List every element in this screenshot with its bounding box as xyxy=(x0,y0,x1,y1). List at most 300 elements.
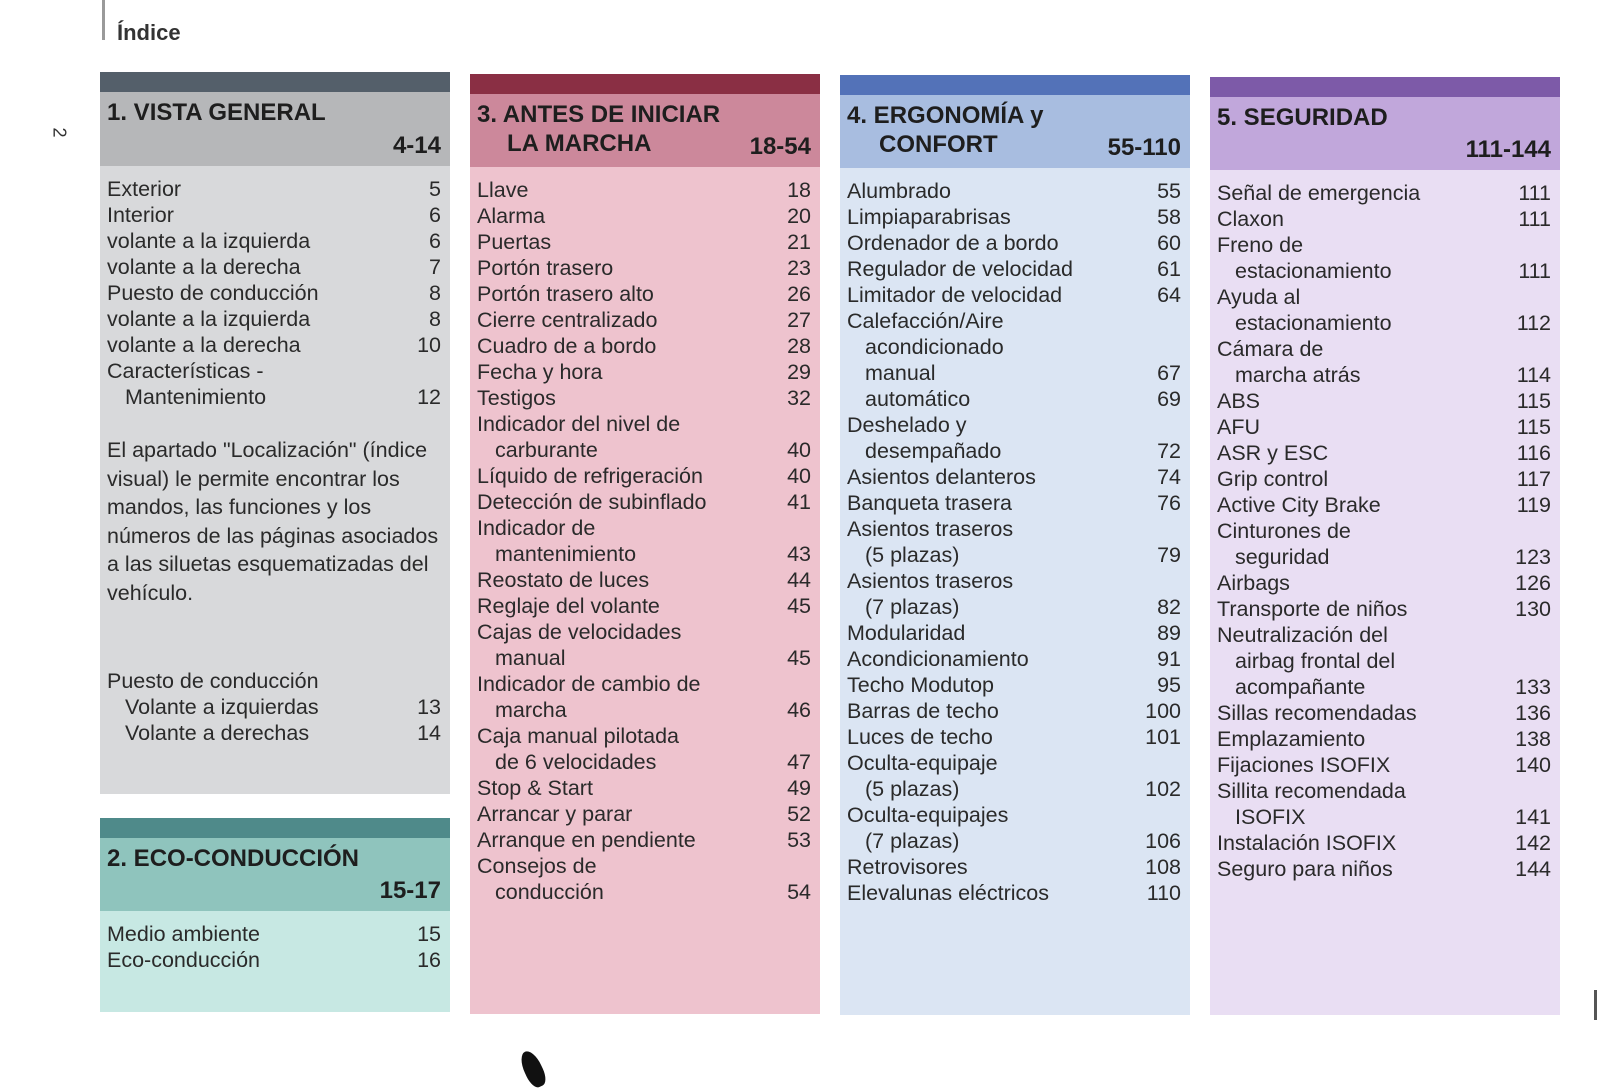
entry-label: Calefacción/Aire xyxy=(847,309,1004,333)
index-entry xyxy=(847,360,1181,386)
entry-page: 111 xyxy=(1518,181,1551,205)
entry-label: ABS xyxy=(1217,389,1261,413)
entry-label: seguridad xyxy=(1235,545,1330,569)
entry-page: 82 xyxy=(1157,595,1181,619)
entry-page: 32 xyxy=(787,386,811,410)
entry-label: Volante a derechas xyxy=(125,721,310,745)
index-entry xyxy=(477,853,811,879)
section-header xyxy=(470,94,820,167)
entry-label: Exterior xyxy=(107,177,182,201)
index-entry xyxy=(477,281,811,307)
entry-list xyxy=(1217,180,1551,882)
index-entry xyxy=(107,176,441,202)
entry-page: 55 xyxy=(1157,179,1181,203)
entry-page: 23 xyxy=(787,256,811,280)
entry-label: estacionamiento xyxy=(1235,311,1392,335)
section-stripe xyxy=(100,72,450,92)
index-entry xyxy=(1217,544,1551,570)
index-entry xyxy=(847,464,1181,490)
entry-label: Indicador del nivel de xyxy=(477,412,681,436)
index-entry xyxy=(1217,440,1551,466)
entry-label: Limitador de velocidad xyxy=(847,283,1063,307)
index-entry xyxy=(107,358,441,384)
index-entry xyxy=(1217,466,1551,492)
entry-label: Asientos delanteros xyxy=(847,465,1036,489)
entry-page: 100 xyxy=(1145,699,1181,723)
entry-label: de 6 velocidades xyxy=(495,750,657,774)
entry-label: Emplazamiento xyxy=(1217,727,1366,751)
section-stripe xyxy=(100,818,450,838)
index-entry xyxy=(847,750,1181,776)
entry-page: 115 xyxy=(1516,415,1551,439)
entry-page: 5 xyxy=(429,177,441,201)
index-entry xyxy=(1217,622,1551,648)
entry-page: 106 xyxy=(1145,829,1181,853)
entry-page: 141 xyxy=(1515,805,1551,829)
entry-page: 15 xyxy=(417,922,441,946)
index-entry xyxy=(847,308,1181,334)
section-header xyxy=(100,838,450,911)
section-stripe xyxy=(470,74,820,94)
entry-label: Puesto de conducción xyxy=(107,281,319,305)
index-entry xyxy=(477,437,811,463)
index-entry xyxy=(107,384,441,410)
entry-page: 10 xyxy=(417,333,441,357)
index-entry xyxy=(1217,310,1551,336)
entry-page: 140 xyxy=(1515,753,1551,777)
entry-label: Alumbrado xyxy=(847,179,951,203)
entry-label: Fijaciones ISOFIX xyxy=(1217,753,1391,777)
index-entry xyxy=(1217,414,1551,440)
entry-page: 26 xyxy=(787,282,811,306)
entry-label: Mantenimiento xyxy=(125,385,267,409)
section-body xyxy=(100,166,450,794)
entry-page: 101 xyxy=(1145,725,1181,749)
index-entry xyxy=(1217,388,1551,414)
entry-label: Claxon xyxy=(1217,207,1284,231)
entry-page: 95 xyxy=(1157,673,1181,697)
index-entry xyxy=(847,880,1181,906)
entry-label: Seguro para niños xyxy=(1217,857,1393,881)
entry-label: Airbags xyxy=(1217,571,1290,595)
entry-label: Llave xyxy=(477,178,529,202)
index-entry xyxy=(1217,232,1551,258)
index-entry xyxy=(847,568,1181,594)
entry-label: airbag frontal del xyxy=(1235,649,1396,673)
index-entry xyxy=(1217,596,1551,622)
entry-page: 41 xyxy=(787,490,811,514)
index-entry xyxy=(1217,258,1551,284)
index-entry xyxy=(847,334,1181,360)
section-page-range: 15-17 xyxy=(379,877,441,904)
entry-label: Alarma xyxy=(477,204,546,228)
index-entry xyxy=(847,204,1181,230)
entry-label: Portón trasero alto xyxy=(477,282,654,306)
scan-blot xyxy=(517,1048,549,1090)
entry-label: Puertas xyxy=(477,230,552,254)
entry-page: 60 xyxy=(1157,231,1181,255)
index-entry xyxy=(477,801,811,827)
index-entry xyxy=(847,386,1181,412)
entry-page: 21 xyxy=(787,230,811,254)
entry-label: manual xyxy=(865,361,936,385)
section-header xyxy=(100,92,450,166)
entry-page: 45 xyxy=(787,594,811,618)
entry-label: volante a la izquierda xyxy=(107,307,311,331)
entry-label: marcha atrás xyxy=(1235,363,1361,387)
entry-page: 6 xyxy=(429,229,441,253)
entry-page: 58 xyxy=(1157,205,1181,229)
entry-page: 72 xyxy=(1157,439,1181,463)
entry-page: 144 xyxy=(1515,857,1551,881)
index-entry xyxy=(1217,700,1551,726)
index-entry xyxy=(477,619,811,645)
entry-label: Acondicionamiento xyxy=(847,647,1029,671)
entry-label: Techo Modutop xyxy=(847,673,995,697)
entry-label: acondicionado xyxy=(865,335,1004,359)
entry-list xyxy=(477,177,811,905)
index-entry xyxy=(1217,856,1551,882)
index-entry xyxy=(1217,674,1551,700)
entry-label: Oculta-equipaje xyxy=(847,751,998,775)
entry-label: Barras de techo xyxy=(847,699,999,723)
index-entry xyxy=(477,203,811,229)
index-entry xyxy=(107,254,441,280)
index-entry xyxy=(847,230,1181,256)
section-header xyxy=(840,95,1190,168)
index-entry xyxy=(477,879,811,905)
index-entry xyxy=(1217,648,1551,674)
entry-label: Líquido de refrigeración xyxy=(477,464,703,488)
entry-label: Volante a izquierdas xyxy=(125,695,319,719)
entry-label: Asientos traseros xyxy=(847,517,1014,541)
index-entry xyxy=(847,178,1181,204)
entry-label: Elevalunas eléctricos xyxy=(847,881,1049,905)
section-title: 2. ECO-CONDUCCIÓN xyxy=(107,845,360,872)
entry-page: 76 xyxy=(1157,491,1181,515)
index-entry xyxy=(477,697,811,723)
entry-page: 79 xyxy=(1157,543,1181,567)
entry-page: 29 xyxy=(787,360,811,384)
index-entry xyxy=(847,672,1181,698)
entry-page: 126 xyxy=(1515,571,1551,595)
entry-page: 40 xyxy=(787,438,811,462)
section-page-range: 18-54 xyxy=(749,133,811,160)
entry-label: (7 plazas) xyxy=(865,829,960,853)
index-entry xyxy=(847,854,1181,880)
index-entry xyxy=(477,463,811,489)
entry-page: 6 xyxy=(429,203,441,227)
page-title: Índice xyxy=(117,20,181,45)
section-eco-conduccion xyxy=(100,818,450,1012)
index-entry xyxy=(847,646,1181,672)
entry-page: 45 xyxy=(787,646,811,670)
entry-label: volante a la izquierda xyxy=(107,229,311,253)
index-entry xyxy=(477,723,811,749)
index-entry xyxy=(1217,284,1551,310)
entry-label: Deshelado y xyxy=(847,413,967,437)
entry-page: 44 xyxy=(787,568,811,592)
index-entry xyxy=(477,671,811,697)
index-entry xyxy=(847,828,1181,854)
index-entry xyxy=(477,307,811,333)
section-title: 3. ANTES DE INICIAR LA MARCHA xyxy=(477,101,721,157)
entry-page: 53 xyxy=(787,828,811,852)
entry-label: Ordenador de a bordo xyxy=(847,231,1059,255)
index-entry xyxy=(1217,362,1551,388)
entry-label: Luces de techo xyxy=(847,725,993,749)
heading-accent-bar xyxy=(102,0,105,40)
index-entry xyxy=(477,593,811,619)
entry-label: Medio ambiente xyxy=(107,922,260,946)
index-entry xyxy=(847,594,1181,620)
index-entry xyxy=(1217,726,1551,752)
entry-page: 47 xyxy=(787,750,811,774)
entry-list xyxy=(847,178,1181,906)
entry-label: Arrancar y parar xyxy=(477,802,633,826)
index-entry xyxy=(1217,752,1551,778)
entry-label: Sillas recomendadas xyxy=(1217,701,1417,725)
section-title: 5. SEGURIDAD xyxy=(1217,104,1388,131)
index-entry xyxy=(1217,180,1551,206)
section-body xyxy=(470,167,820,1014)
entry-label: Modularidad xyxy=(847,621,966,645)
entry-page: 133 xyxy=(1515,675,1551,699)
index-entry xyxy=(477,827,811,853)
index-entry xyxy=(847,698,1181,724)
entry-label: Instalación ISOFIX xyxy=(1217,831,1397,855)
entry-label: Cuadro de a bordo xyxy=(477,334,657,358)
entry-label: Caja manual pilotada xyxy=(477,724,679,748)
index-entry xyxy=(107,306,441,332)
entry-label: acompañante xyxy=(1235,675,1366,699)
entry-label: Consejos de xyxy=(477,854,597,878)
entry-label: Características - xyxy=(107,359,264,383)
entry-page: 138 xyxy=(1515,727,1551,751)
section-title: 4. ERGONOMÍA y CONFORT xyxy=(847,102,1044,158)
index-entry xyxy=(1217,778,1551,804)
entry-page: 114 xyxy=(1516,363,1551,387)
section-stripe xyxy=(840,75,1190,95)
index-entry xyxy=(107,332,441,358)
entry-page: 108 xyxy=(1145,855,1181,879)
entry-page: 52 xyxy=(787,802,811,826)
entry-label: marcha xyxy=(495,698,567,722)
entry-page: 119 xyxy=(1516,493,1551,517)
index-entry xyxy=(847,542,1181,568)
index-entry xyxy=(847,256,1181,282)
index-entry xyxy=(1217,336,1551,362)
index-entry xyxy=(847,516,1181,542)
entry-label: Stop & Start xyxy=(477,776,593,800)
scan-edge-mark xyxy=(1594,990,1597,1020)
entry-label: manual xyxy=(495,646,566,670)
entry-label: Señal de emergencia xyxy=(1217,181,1421,205)
entry-page: 123 xyxy=(1515,545,1551,569)
index-entry xyxy=(477,749,811,775)
entry-page: 117 xyxy=(1516,467,1551,491)
entry-label: ASR y ESC xyxy=(1217,441,1329,465)
entry-page: 8 xyxy=(429,281,441,305)
index-entry xyxy=(1217,570,1551,596)
entry-page: 136 xyxy=(1515,701,1551,725)
entry-label: Neutralización del xyxy=(1217,623,1388,647)
index-entry xyxy=(1217,206,1551,232)
entry-label: mantenimiento xyxy=(495,542,637,566)
index-entry xyxy=(477,515,811,541)
entry-label: Detección de subinflado xyxy=(477,490,707,514)
entry-label: Indicador de cambio de xyxy=(477,672,701,696)
entry-page: 7 xyxy=(429,255,441,279)
entry-label: Arranque en pendiente xyxy=(477,828,696,852)
entry-label: Eco-conducción xyxy=(107,948,260,972)
index-entry xyxy=(107,947,441,973)
entry-page: 43 xyxy=(787,542,811,566)
entry-page: 12 xyxy=(417,385,441,409)
entry-page: 28 xyxy=(787,334,811,358)
entry-page: 18 xyxy=(787,178,811,202)
index-entry xyxy=(477,359,811,385)
entry-label: Ayuda al xyxy=(1217,285,1301,309)
entry-page: 64 xyxy=(1157,283,1181,307)
section-body xyxy=(840,168,1190,1015)
entry-page: 61 xyxy=(1157,257,1181,281)
entry-label: Interior xyxy=(107,203,174,227)
section-page-range: 55-110 xyxy=(1107,134,1181,161)
section-seguridad xyxy=(1210,77,1560,1015)
entry-page: 111 xyxy=(1518,259,1551,283)
entry-label: (5 plazas) xyxy=(865,543,960,567)
index-entry xyxy=(847,776,1181,802)
entry-label: AFU xyxy=(1217,415,1260,439)
entry-page: 27 xyxy=(787,308,811,332)
index-entry xyxy=(477,177,811,203)
index-entry xyxy=(847,438,1181,464)
entry-label: Banqueta trasera xyxy=(847,491,1012,515)
index-entry xyxy=(477,411,811,437)
index-entry xyxy=(107,694,441,720)
index-entry xyxy=(477,645,811,671)
entry-label: Cajas de velocidades xyxy=(477,620,682,644)
entry-label: Retrovisores xyxy=(847,855,968,879)
entry-page: 16 xyxy=(417,948,441,972)
entry-page: 49 xyxy=(787,776,811,800)
index-entry xyxy=(477,255,811,281)
index-entry xyxy=(107,720,441,746)
index-entry xyxy=(847,802,1181,828)
entry-page: 112 xyxy=(1516,311,1551,335)
entry-label: Portón trasero xyxy=(477,256,614,280)
entry-label: estacionamiento xyxy=(1235,259,1392,283)
entry-page: 115 xyxy=(1516,389,1551,413)
index-entry xyxy=(107,280,441,306)
entry-page: 54 xyxy=(787,880,811,904)
entry-label: Reostato de luces xyxy=(477,568,650,592)
entry-page: 74 xyxy=(1157,465,1181,489)
index-entry xyxy=(477,385,811,411)
entry-page: 67 xyxy=(1157,361,1181,385)
section-stripe xyxy=(1210,77,1560,97)
entry-page: 130 xyxy=(1515,597,1551,621)
entry-label: Freno de xyxy=(1217,233,1304,257)
entry-page: 91 xyxy=(1157,647,1181,671)
index-entry xyxy=(107,921,441,947)
entry-page: 111 xyxy=(1518,207,1551,231)
entry-label: (5 plazas) xyxy=(865,777,960,801)
section-body xyxy=(100,911,450,1012)
entry-page: 116 xyxy=(1516,441,1551,465)
index-entry xyxy=(477,567,811,593)
index-entry xyxy=(107,202,441,228)
entry-list xyxy=(107,176,441,410)
entry-label: Cierre centralizado xyxy=(477,308,658,332)
index-entry xyxy=(107,228,441,254)
index-entry xyxy=(477,541,811,567)
entry-label: Sillita recomendada xyxy=(1217,779,1406,803)
entry-page: 13 xyxy=(417,695,441,719)
entry-label: Indicador de xyxy=(477,516,596,540)
entry-label: conducción xyxy=(495,880,604,904)
entry-label: Cámara de xyxy=(1217,337,1324,361)
index-entry xyxy=(847,282,1181,308)
entry-page: 142 xyxy=(1515,831,1551,855)
localizacion-note: El apartado "Localización" (índice visual) le permite encontrar los mandos, las funciones y los números de las páginas asociados a las siluetas esquematizadas del vehículo. xyxy=(107,438,439,605)
entry-label: ISOFIX xyxy=(1235,805,1306,829)
index-entry xyxy=(847,412,1181,438)
entry-label: Testigos xyxy=(477,386,556,410)
section-vista-general xyxy=(100,72,450,794)
index-entry xyxy=(847,620,1181,646)
entry-label: Fecha y hora xyxy=(477,360,603,384)
entry-page: 14 xyxy=(417,721,441,745)
index-entry xyxy=(477,775,811,801)
entry-label: Puesto de conducción xyxy=(107,669,319,693)
entry-label: Active City Brake xyxy=(1217,493,1381,517)
entry-label: Transporte de niños xyxy=(1217,597,1408,621)
index-entry xyxy=(477,229,811,255)
section-page-range: 111-144 xyxy=(1465,136,1551,163)
entry-page: 69 xyxy=(1157,387,1181,411)
entry-page: 8 xyxy=(429,307,441,331)
entry-label: desempañado xyxy=(865,439,1002,463)
index-entry xyxy=(477,333,811,359)
index-entry xyxy=(847,724,1181,750)
entry-label: Cinturones de xyxy=(1217,519,1351,543)
entry-label: volante a la derecha xyxy=(107,333,301,357)
entry-list xyxy=(107,921,441,973)
section-title: 1. VISTA GENERAL xyxy=(107,99,326,126)
entry-label: Reglaje del volante xyxy=(477,594,660,618)
entry-page: 102 xyxy=(1145,777,1181,801)
page-number: 2 xyxy=(49,127,70,138)
entry-label: carburante xyxy=(495,438,598,462)
index-entry xyxy=(1217,518,1551,544)
entry-label: (7 plazas) xyxy=(865,595,960,619)
index-entry xyxy=(1217,830,1551,856)
entry-page: 20 xyxy=(787,204,811,228)
entry-list-puesto xyxy=(107,668,441,746)
index-entry xyxy=(847,490,1181,516)
entry-label: automático xyxy=(865,387,971,411)
section-antes-de-iniciar xyxy=(470,74,820,1014)
entry-page: 46 xyxy=(787,698,811,722)
section-header xyxy=(1210,97,1560,170)
index-entry xyxy=(1217,804,1551,830)
index-entry xyxy=(1217,492,1551,518)
index-entry xyxy=(477,489,811,515)
section-ergonomia xyxy=(840,75,1190,1015)
entry-page: 110 xyxy=(1146,881,1181,905)
